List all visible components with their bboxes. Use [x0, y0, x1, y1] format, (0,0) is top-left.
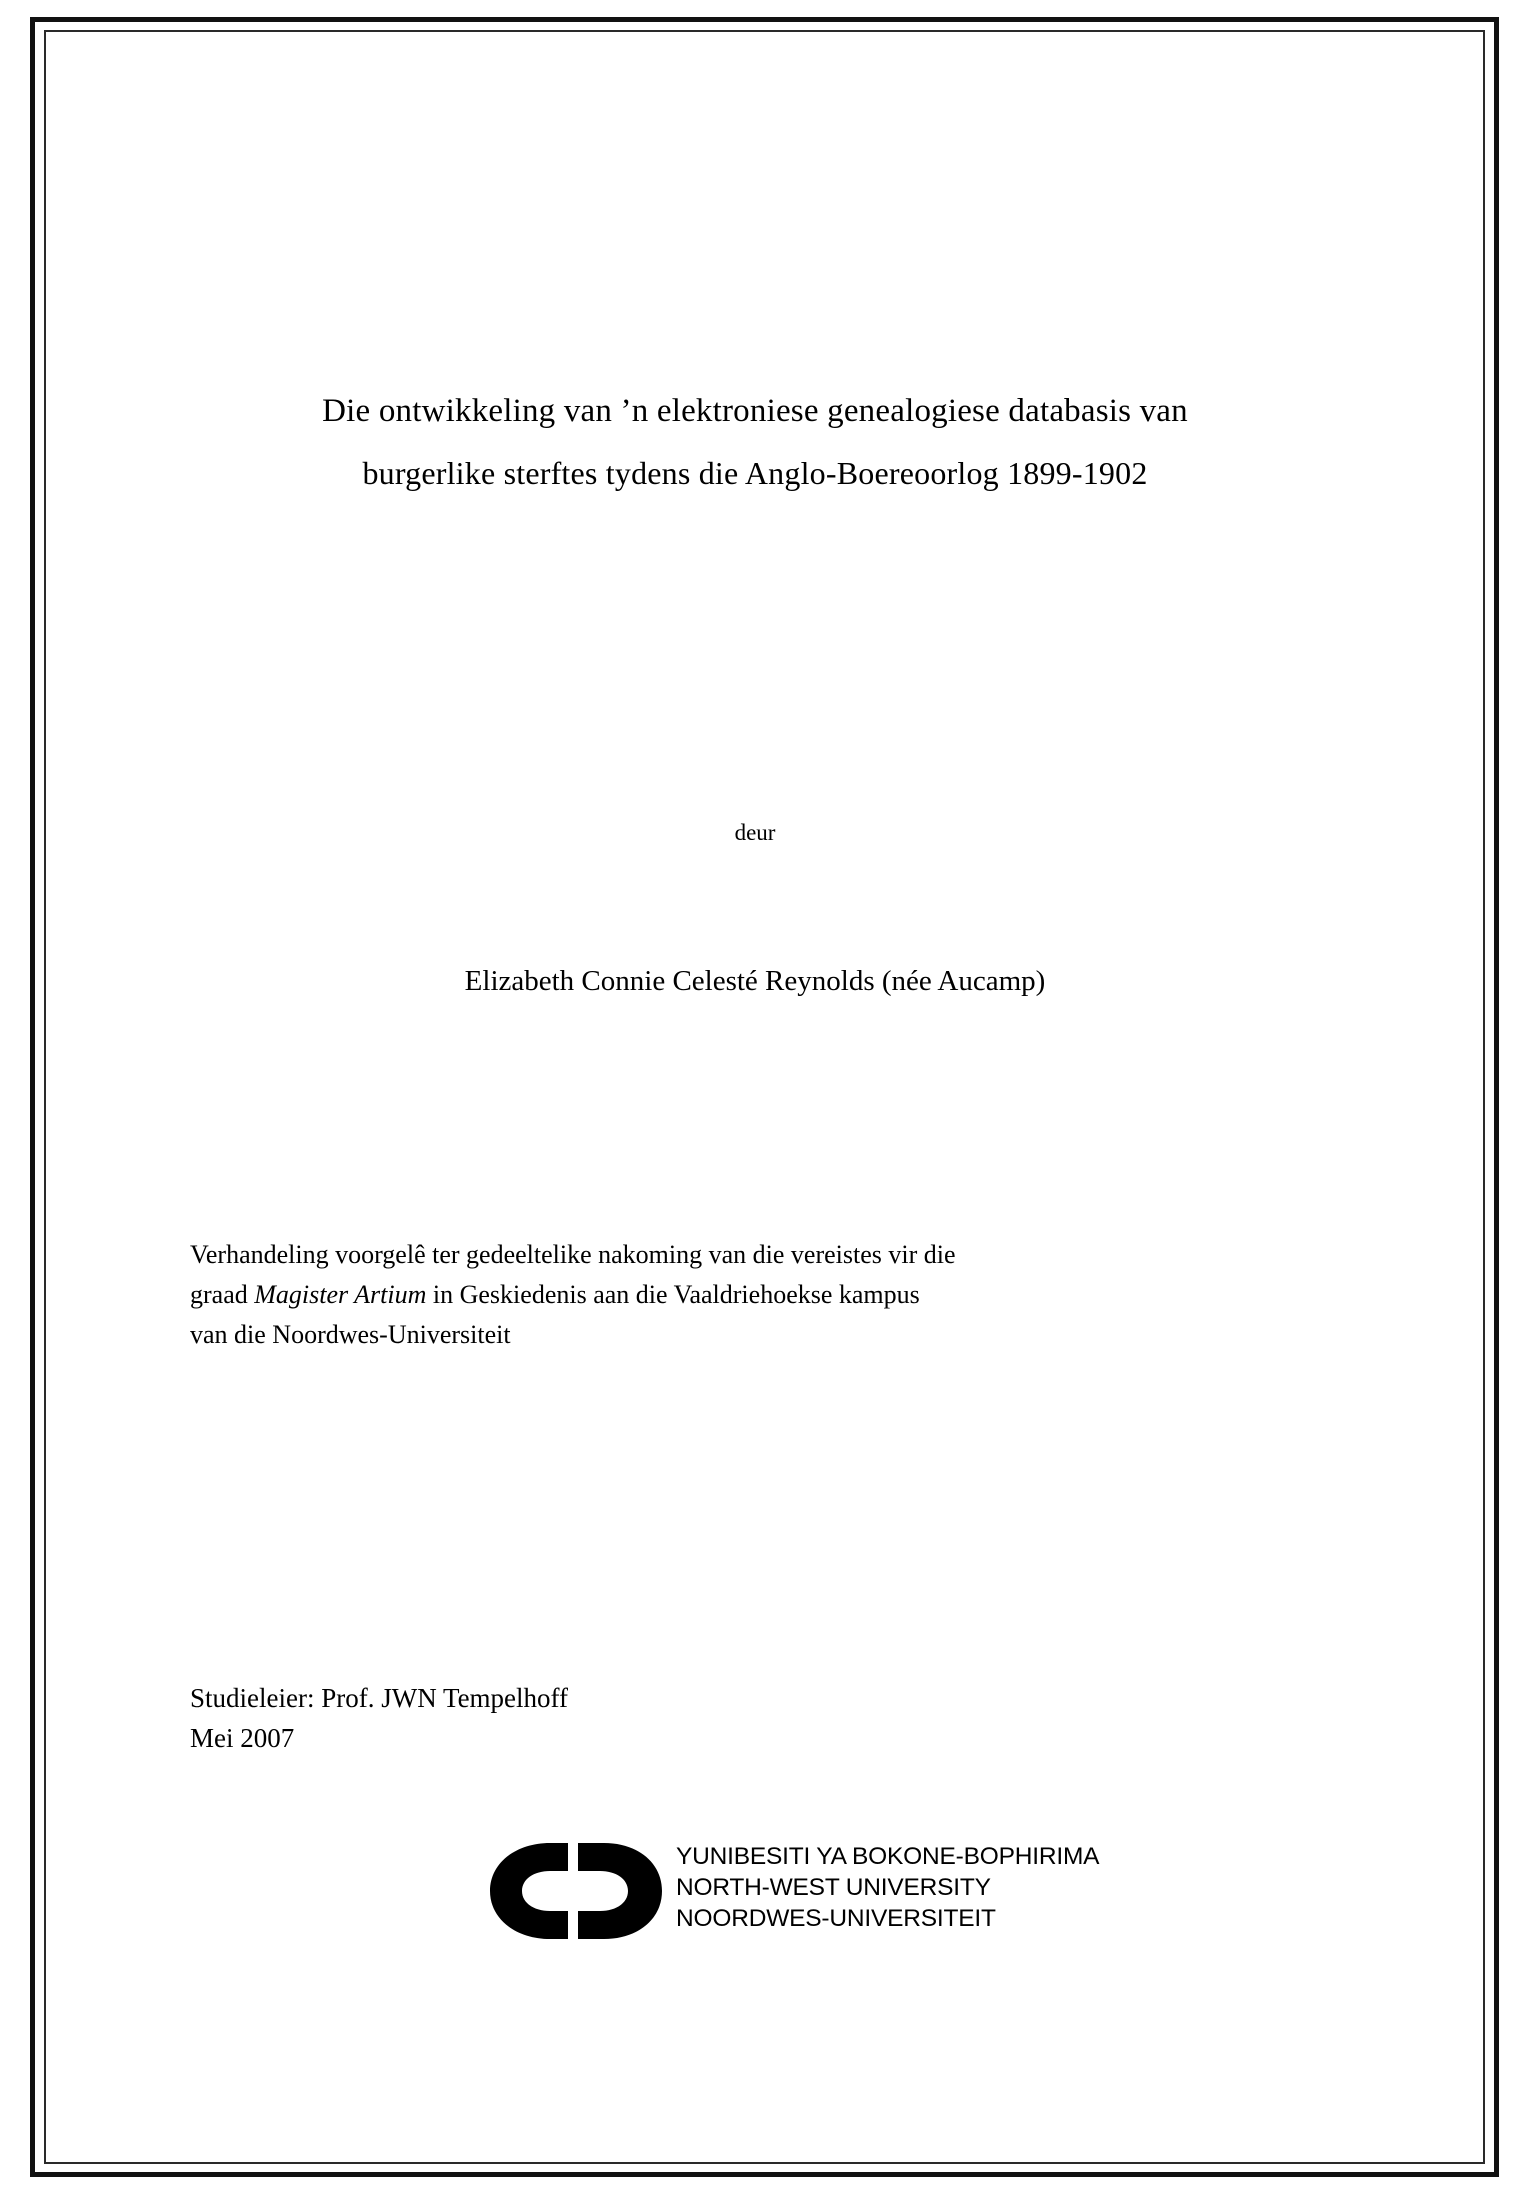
degree-statement-line-2-suffix: in Geskiedenis aan die Vaaldriehoekse kampus [426, 1280, 920, 1309]
by-label: deur [734, 820, 776, 845]
university-logo [480, 1835, 1180, 1955]
supervisor-block [190, 1678, 990, 1758]
page-title [190, 380, 1320, 504]
supervisor-name: Studieleier: Prof. JWN Tempelhoff [190, 1683, 569, 1713]
logo-line-2: NORTH-WEST UNIVERSITY [676, 1874, 991, 1901]
degree-statement-line-1: Verhandeling voorgelê ter gedeeltelike nakoming van die vereistes vir die [190, 1240, 956, 1269]
degree-statement [190, 1235, 1318, 1355]
logo-line-3: NOORDWES-UNIVERSITEIT [676, 1905, 996, 1932]
degree-name: Magister Artium [254, 1280, 427, 1309]
degree-statement-line-3: van die Noordwes-Universiteit [190, 1320, 511, 1349]
logo-line-1: YUNIBESITI YA BOKONE-BOPHIRIMA [676, 1843, 1100, 1870]
title-line-1: Die ontwikkeling van ’n elektroniese genealogiese databasis van [322, 393, 1188, 429]
title-page-content [150, 60, 1350, 2120]
university-logo-text [676, 1841, 1099, 1934]
degree-statement-line-2 [190, 1275, 1318, 1315]
submission-date: Mei 2007 [190, 1723, 295, 1753]
degree-statement-line-2-prefix: graad [190, 1280, 255, 1309]
author-name: Elizabeth Connie Celesté Reynolds (née Aucamp) [464, 965, 1046, 997]
title-line-2: burgerlike sterftes tydens die Anglo-Boereoorlog 1899-1902 [362, 455, 1148, 491]
north-west-university-logo-icon [480, 1839, 670, 1944]
